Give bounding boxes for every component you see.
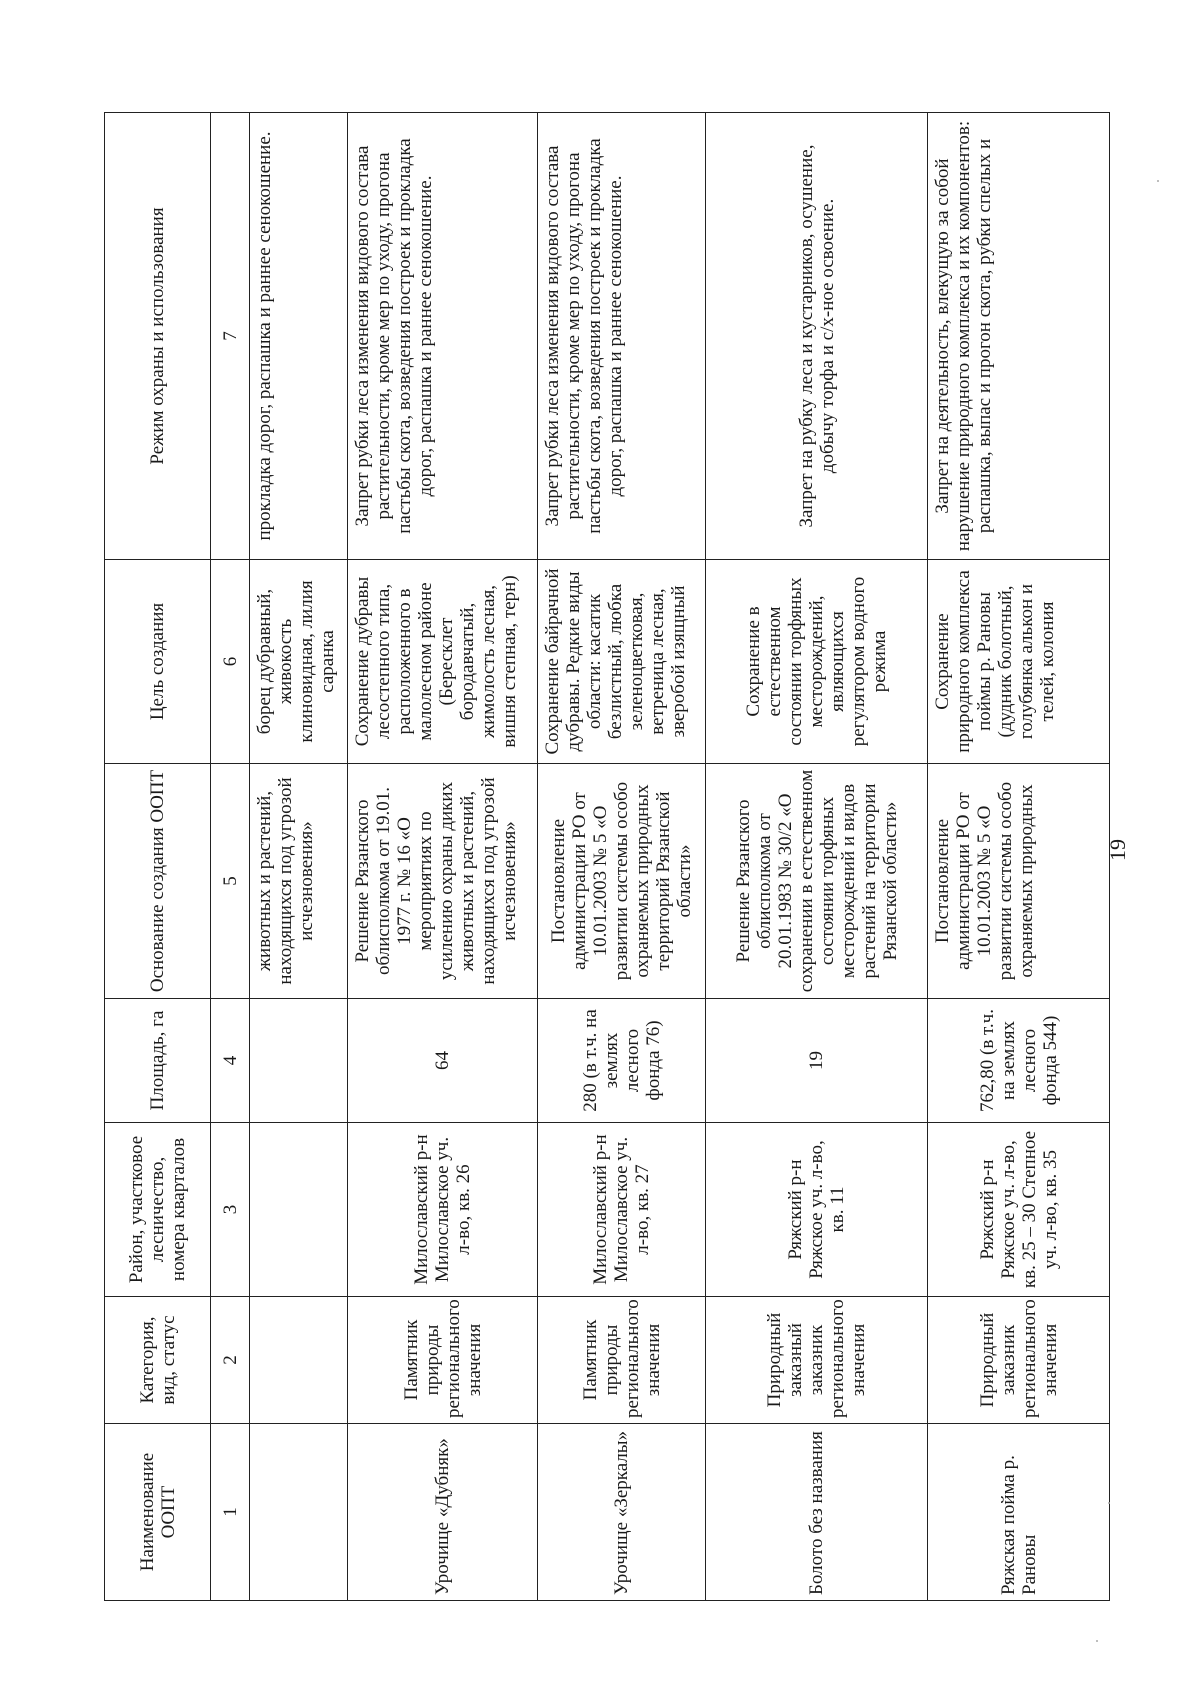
col-num-2: 2	[211, 1297, 250, 1424]
cell-goal: Сохранение в естественном состоянии торфяных месторождений, являющихся регулятором водного режима	[706, 560, 928, 764]
cell-name	[250, 1424, 348, 1601]
cell-goal: Сохранение природного комплекса поймы р. Рановы (дудник болотный, голубянка алькон и телей, колония	[928, 560, 1110, 764]
table-row	[250, 113, 348, 1601]
cell-regime: прокладка дорог, распашка и раннее сенокошение.	[250, 113, 348, 560]
cell-district	[250, 1123, 348, 1297]
scan-speck	[1096, 1640, 1098, 1642]
header-category: Категория, вид, статус	[105, 1297, 211, 1424]
cell-name: Урочище «Зеркалы»	[538, 1424, 706, 1601]
cell-area: 280 (в т.ч. на землях лесного фонда 76)	[538, 999, 706, 1123]
header-row	[105, 113, 211, 1601]
col-num-6: 6	[211, 560, 250, 764]
table-row	[706, 113, 928, 1601]
cell-goal: борец дубравный, живокость клиновидная, лилия саранка	[250, 560, 348, 764]
header-area: Площадь, га	[105, 999, 211, 1123]
table-row	[348, 113, 538, 1601]
cell-goal: Сохранение байрачной дубравы. Редкие виды области: касатик безлистный, любка зеленоцветковая, ветреница лесная, зверобой изящный	[538, 560, 706, 764]
col-num-4: 4	[211, 999, 250, 1123]
page-number: 19	[1105, 839, 1130, 861]
scan-speck	[1108, 1502, 1110, 1504]
column-number-row	[211, 113, 250, 1601]
header-name: Наименование ООПТ	[105, 1424, 211, 1601]
cell-regime: Запрет на рубку леса и кустарников, осушение, добычу торфа и с/х-ное освоение.	[706, 113, 928, 560]
cell-regime: Запрет рубки леса изменения видового состава растительности, кроме мер по уходу, прогона пастьбы скота, возведения построек и прокладка дорог, распашка и раннее сенокошение.	[348, 113, 538, 560]
header-regime: Режим охраны и использования	[105, 113, 211, 560]
cell-name: Ряжская пойма р. Рановы	[928, 1424, 1110, 1601]
cell-name: Болото без названия	[706, 1424, 928, 1601]
cell-category: Природный заказник регионального значения	[928, 1297, 1110, 1424]
cell-basis: Постановление администрации РО от 10.01.2003 № 5 «О развитии системы особо охраняемых природных территорий Рязанской области»	[538, 764, 706, 999]
header-district: Район, участковое лесничество, номера кварталов	[105, 1123, 211, 1297]
rotated-table-wrapper	[104, 113, 1104, 1601]
cell-regime: Запрет рубки леса изменения видового состава растительности, кроме мер по уходу, прогона пастьбы скота, возведения построек и прокладка дорог, распашка и раннее сенокошение.	[538, 113, 706, 560]
header-basis: Основание создания ООПТ	[105, 764, 211, 999]
cell-district: Ряжский р-н Ряжское уч. л-во, кв. 25 – 30 Степное уч. л-во, кв. 35	[928, 1123, 1110, 1297]
cell-district: Ряжский р-н Ряжское уч. л-во, кв. 11	[706, 1123, 928, 1297]
table-row	[928, 113, 1110, 1601]
col-num-3: 3	[211, 1123, 250, 1297]
cell-basis: Решение Рязанского облисполкома от 20.01.1983 № 30/2 «О сохранении в естественном состоянии торфяных месторождений и видов растений на территории Рязанской области»	[706, 764, 928, 999]
col-num-1: 1	[211, 1424, 250, 1601]
table-row	[538, 113, 706, 1601]
col-num-7: 7	[211, 113, 250, 560]
cell-regime: Запрет на деятельность, влекущую за собой нарушение природного комплекса и их компонентов: распашка, выпас и прогон скота, рубки спелых и	[928, 113, 1110, 560]
cell-area: 64	[348, 999, 538, 1123]
cell-goal: Сохранение дубравы лесостепного типа, расположенного в малолесном районе (Бересклет бородавчатый, жимолость лесная, вишня степная, терн)	[348, 560, 538, 764]
scan-speck	[1157, 180, 1159, 182]
cell-category: Памятник природы регионального значения	[538, 1297, 706, 1424]
cell-district: Милославский р-н Милославское уч. л-во, кв. 27	[538, 1123, 706, 1297]
cell-category: Природный заказный заказник регионального значения	[706, 1297, 928, 1424]
cell-category	[250, 1297, 348, 1424]
header-goal: Цель создания	[105, 560, 211, 764]
cell-name: Урочище «Дубняк»	[348, 1424, 538, 1601]
cell-basis: животных и растений, находящихся под угрозой исчезновения»	[250, 764, 348, 999]
cell-area: 762,80 (в т.ч. на землях лесного фонда 544)	[928, 999, 1110, 1123]
cell-basis: Постановление администрации РО от 10.01.2003 № 5 «О развитии системы особо охраняемых природных	[928, 764, 1110, 999]
protected-areas-table	[104, 112, 1110, 1601]
col-num-5: 5	[211, 764, 250, 999]
cell-basis: Решение Рязанского облисполкома от 19.01. 1977 г. № 16 «О мероприятиях по усилению охраны диких животных и растений, находящихся под угрозой исчезновения»	[348, 764, 538, 999]
cell-district: Милославский р-н Милославское уч. л-во, кв. 26	[348, 1123, 538, 1297]
cell-area: 19	[706, 999, 928, 1123]
cell-area	[250, 999, 348, 1123]
cell-category: Памятник природы регионального значения	[348, 1297, 538, 1424]
